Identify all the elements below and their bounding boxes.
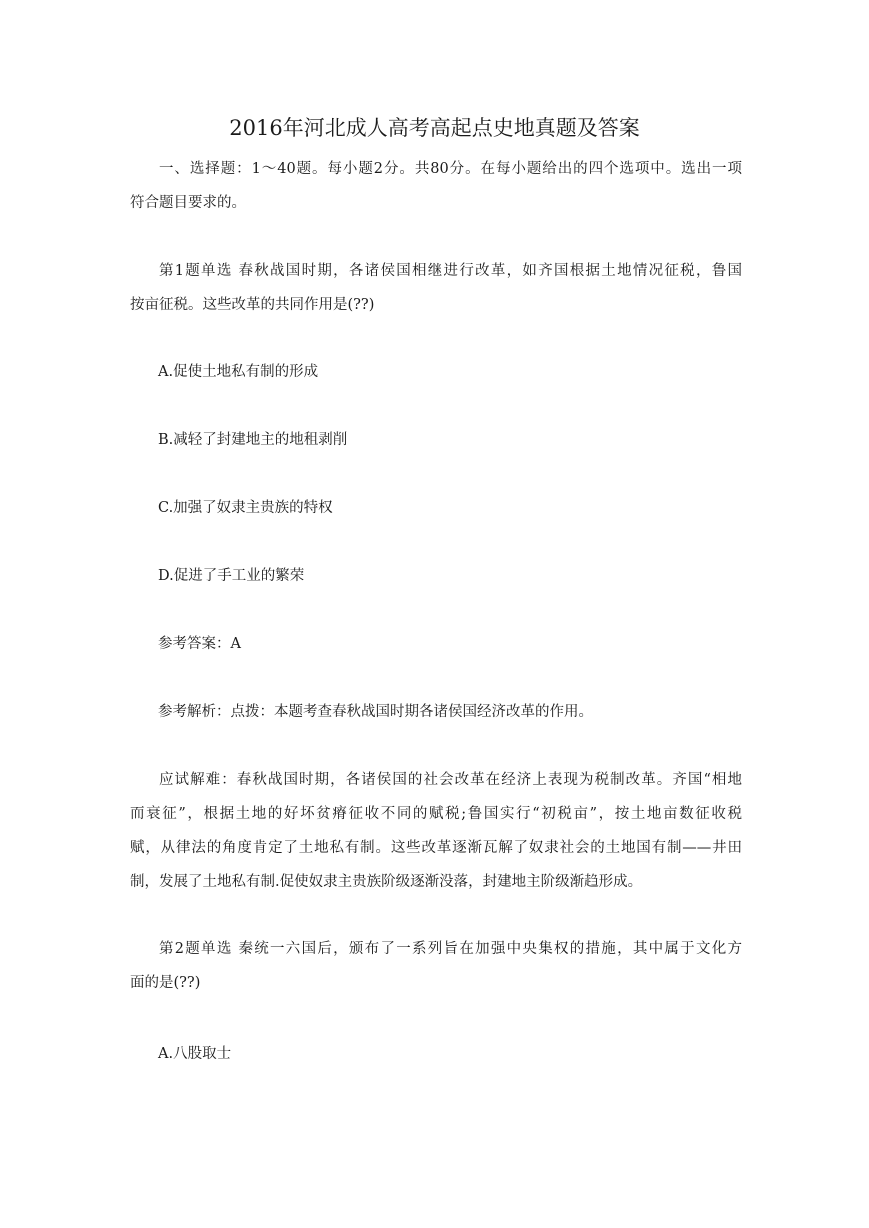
intro-line: 符合题目要求的。 (130, 195, 246, 211)
option-a: A.促使土地私有制的形成 (158, 364, 319, 380)
explanation-line: 而衰征”，根据土地的好坏贫瘠征收不同的赋税;鲁国实行“初税亩”，按土地亩数征收税 (130, 806, 742, 822)
intro-line: 一、选择题：1～40题。每小题2分。共80分。在每小题给出的四个选项中。选出一项 (159, 161, 742, 177)
question-stem-line: 按亩征税。这些改革的共同作用是(??) (130, 297, 375, 313)
question-stem-line: 第1题单选 春秋战国时期，各诸侯国相继进行改革，如齐国根据土地情况征税，鲁国 (159, 263, 742, 279)
option-b: B.减轻了封建地主的地租剥削 (158, 432, 348, 448)
question-stem-line: 面的是(??) (130, 975, 201, 991)
explanation-line: 应试解难：春秋战国时期，各诸侯国的社会改革在经济上表现为税制改革。齐国“相地 (159, 772, 742, 788)
option-a: A.八股取士 (158, 1046, 232, 1062)
question-1-stem (130, 254, 742, 322)
question-2-stem (130, 932, 742, 1000)
option-c: C.加强了奴隶主贵族的特权 (158, 500, 333, 516)
explanation (130, 763, 742, 899)
document-title: 2016年河北成人高考高起点史地真题及答案 (229, 116, 640, 140)
reference-analysis: 参考解析：点拨：本题考查春秋战国时期各诸侯国经济改革的作用。 (158, 704, 593, 720)
question-stem-line: 第2题单选 秦统一六国后，颁布了一系列旨在加强中央集权的措施，其中属于文化方 (159, 941, 742, 957)
explanation-line: 制，发展了土地私有制.促使奴隶主贵族阶级逐渐没落，封建地主阶级渐趋形成。 (130, 874, 643, 890)
section-intro (130, 152, 742, 220)
explanation-line: 赋，从律法的角度肯定了土地私有制。这些改革逐渐瓦解了奴隶社会的土地国有制——井田 (130, 840, 742, 856)
option-d: D.促进了手工业的繁荣 (158, 568, 305, 584)
reference-answer: 参考答案：A (158, 636, 241, 652)
